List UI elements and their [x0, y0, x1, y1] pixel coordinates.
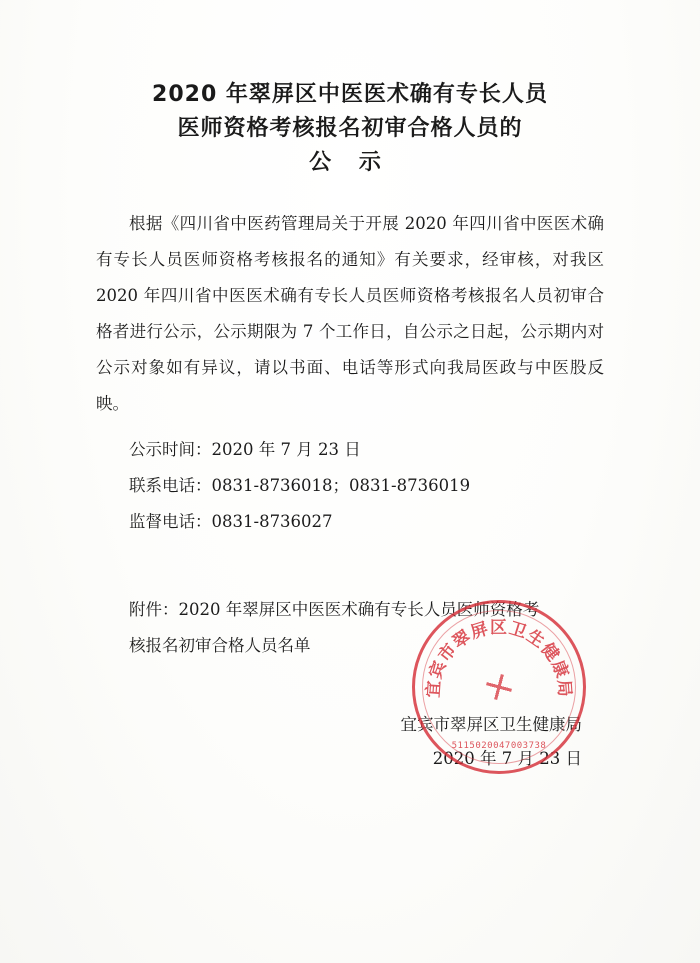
body-paragraph: 根据《四川省中医药管理局关于开展 2020 年四川省中医医术确有专长人员医师资格考核报名的通知》有关要求，经审核，对我区 2020 年四川省中医医术确有专长人员医师资格考核报名人员初审合格者进行公示，公示期限为 7 个工作日，自公示之日起，公示期内对公示对象如有异议，请以书面、电话等形式向我局医政与中医股反映。 — [96, 214, 604, 413]
title-line-1: 2020 年翠屏区中医医术确有专长人员 — [152, 82, 548, 107]
title-line-2: 医师资格考核报名初审合格人员的 — [177, 116, 523, 141]
title-line-3: 公 示 — [309, 150, 391, 175]
signature-organization: 宜宾市翠屏区卫生健康局 — [400, 715, 582, 734]
contact-phone-line: 联系电话：0831-8736018；0831-8736019 — [129, 476, 471, 495]
document-body — [96, 206, 604, 664]
signature-date: 2020 年 7 月 23 日 — [432, 749, 582, 768]
signature-block — [0, 708, 700, 776]
publish-date-line: 公示时间：2020 年 7 月 23 日 — [129, 440, 361, 459]
spacer — [96, 540, 604, 592]
attachment-line-cont: 核报名初审合格人员名单 — [129, 636, 311, 655]
seal-top-text: 宜宾市翠屏区卫生健康局 — [423, 618, 575, 699]
document-title — [0, 78, 700, 180]
supervision-phone-line: 监督电话：0831-8736027 — [129, 512, 333, 531]
spacer — [96, 424, 604, 432]
seal-code-text: 5115020047003738 — [451, 741, 547, 751]
attachment-line: 附件：2020 年翠屏区中医医术确有专长人员医师资格考 — [129, 600, 540, 619]
